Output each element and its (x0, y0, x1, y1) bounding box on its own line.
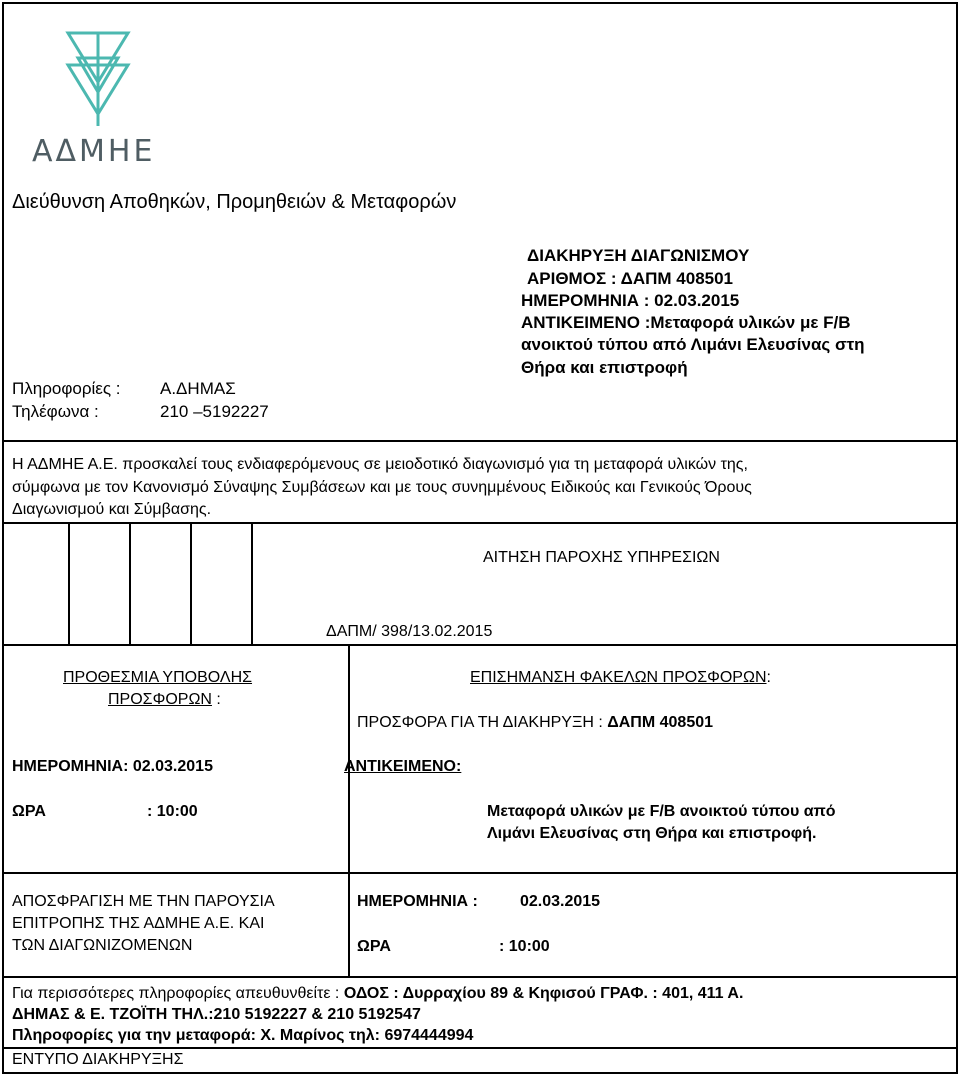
opening-date-label: ΗΜΕΡΟΜΗΝΙΑ : (357, 893, 478, 910)
logo-text: ΑΔΜΗΕ (32, 134, 156, 169)
grid-line-3 (190, 522, 192, 644)
envelope-subject-label: ΑΝΤΙΚΕΙΜΕΝΟ: (344, 758, 462, 775)
divider-deadline (4, 644, 956, 646)
deadline-time-label: ΩΡΑ (12, 803, 46, 820)
request-reference: ΔΑΠΜ/ 398/13.02.2015 (326, 623, 493, 640)
phone-value: 210 –5192227 (160, 402, 269, 421)
footer-line-2: ΔΗΜΑΣ & Ε. ΤΖΟΪΤΗ ΤΗΛ.:210 5192227 & 210 5192547 (12, 1006, 421, 1023)
announcement-subject-1: ΑΝΤΙΚΕΙΜΕΝΟ :Μεταφορά υλικών με F/B (521, 313, 851, 332)
intro-line-1: Η ΑΔΜΗΕ Α.Ε. προσκαλεί τους ενδιαφερόμενους σε μειοδοτικό διαγωνισμό για τη μεταφορά υλικών της, (12, 456, 748, 473)
deadline-label-suffix: : (211, 691, 221, 708)
announcement-number: ΑΡΙΘΜΟΣ : ΔΑΠΜ 408501 (527, 269, 734, 288)
divider-intro (4, 440, 956, 442)
request-title: ΑΙΤΗΣΗ ΠΑΡΟΧΗΣ ΥΠΗΡΕΣΙΩΝ (483, 549, 720, 566)
grid-line-2 (129, 522, 131, 644)
department-title: Διεύθυνση Αποθηκών, Προμηθειών & Μεταφορών (12, 191, 457, 213)
opening-time-label: ΩΡΑ (357, 938, 391, 955)
phone-label: Τηλέφωνα : (12, 402, 99, 421)
envelope-offer (357, 713, 713, 733)
announcement-subject-3: Θήρα και επιστροφή (521, 358, 688, 377)
envelope-subject-2: Λιμάνι Ελευσίνας στη Θήρα και επιστροφή. (487, 825, 817, 842)
opening-line-1: ΑΠΟΣΦΡΑΓΙΣΗ ΜΕ ΤΗΝ ΠΑΡΟΥΣΙΑ (12, 893, 275, 910)
deadline-label-2 (108, 690, 221, 710)
envelope-heading-suffix: : (766, 669, 771, 686)
grid-line-4 (251, 522, 253, 644)
intro-line-2: σύμφωνα με τον Κανονισμό Σύναψης Συμβάσεων και με τους συνημμένους Ειδικούς και Γενικούς Όρους (12, 479, 752, 496)
divider-form (4, 1047, 956, 1049)
divider-request (4, 522, 956, 524)
announcement-title: ΔΙΑΚΗΡΥΞΗ ΔΙΑΓΩΝΙΣΜΟΥ (527, 246, 750, 265)
form-label: ΕΝΤΥΠΟ ΔΙΑΚΗΡΥΞΗΣ (12, 1051, 184, 1068)
envelope-heading-text: ΕΠΙΣΗΜΑΝΣΗ ΦΑΚΕΛΩΝ ΠΡΟΣΦΟΡΩΝ (470, 669, 767, 686)
footer-line-1-address: ΟΔΟΣ : Δυρραχίου 89 & Κηφισού ΓΡΑΦ. : 401, 411 Α. (343, 985, 744, 1002)
envelope-offer-code: ΔΑΠΜ 408501 (607, 714, 714, 731)
info-value: Α.ΔΗΜΑΣ (160, 379, 236, 398)
announcement-date: ΗΜΕΡΟΜΗΝΙΑ : 02.03.2015 (521, 291, 740, 310)
divider-opening (4, 872, 956, 874)
intro-line-3: Διαγωνισμού και Σύμβασης. (12, 501, 212, 518)
envelope-offer-prefix: ΠΡΟΣΦΟΡΑ ΓΙΑ ΤΗ ΔΙΑΚΗΡΥΞΗ : (357, 714, 608, 731)
grid-line-1 (68, 522, 70, 644)
opening-divider-vertical (348, 872, 350, 976)
footer-line-3: Πληροφορίες για την μεταφορά: Χ. Μαρίνος τηλ: 6974444994 (12, 1027, 474, 1044)
announcement-subject-2: ανοικτού τύπου από Λιμάνι Ελευσίνας στη (521, 335, 865, 354)
opening-time-value: : 10:00 (499, 938, 550, 955)
deadline-label-2-text: ΠΡΟΣΦΟΡΩΝ (108, 691, 212, 708)
deadline-date: ΗΜΕΡΟΜΗΝΙΑ: 02.03.2015 (12, 758, 213, 775)
envelope-heading (470, 668, 771, 688)
divider-footer (4, 976, 956, 978)
info-label: Πληροφορίες : (12, 379, 121, 398)
envelope-subject-1: Μεταφορά υλικών με F/B ανοικτού τύπου από (487, 803, 836, 820)
deadline-label-1: ΠΡΟΘΕΣΜΙΑ ΥΠΟΒΟΛΗΣ (63, 669, 253, 686)
opening-line-3: ΤΩΝ ΔΙΑΓΩΝΙΖΟΜΕΝΩΝ (12, 937, 193, 954)
footer-line-1-prefix: Για περισσότερες πληροφορίες απευθυνθείτε : (12, 985, 344, 1002)
opening-date-value: 02.03.2015 (520, 893, 601, 910)
footer-line-1 (12, 984, 743, 1004)
opening-line-2: ΕΠΙΤΡΟΠΗΣ ΤΗΣ ΑΔΜΗΕ Α.Ε. ΚΑΙ (12, 915, 265, 932)
deadline-time-value: : 10:00 (147, 803, 198, 820)
admie-logo (60, 30, 136, 130)
